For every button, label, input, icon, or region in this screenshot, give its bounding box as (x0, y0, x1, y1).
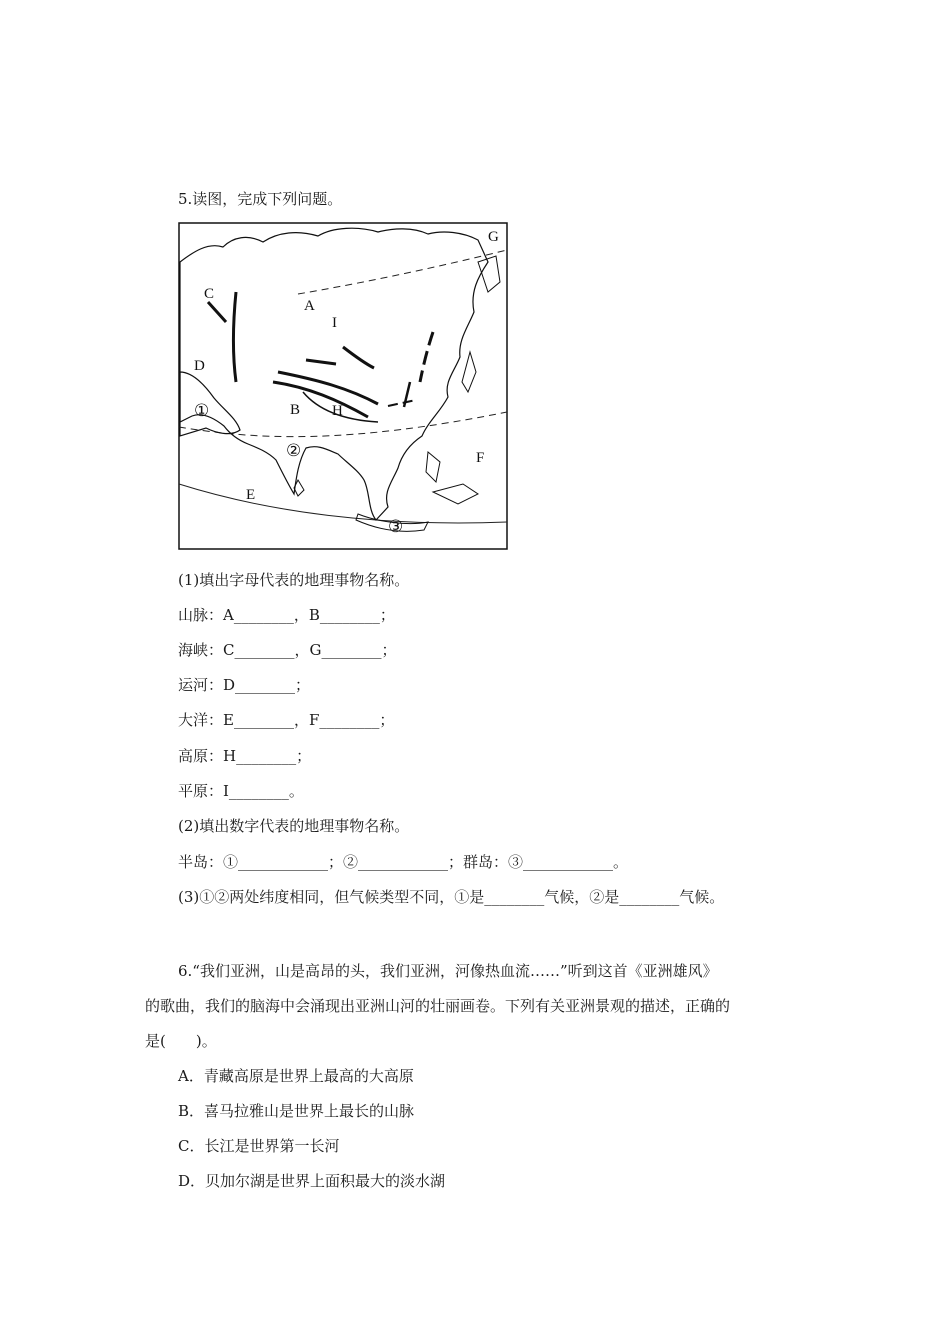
map-label-circle-2: ② (286, 441, 302, 460)
asia-map-figure (178, 222, 508, 550)
option-a: A．青藏高原是世界上最高的大高原 (178, 1067, 414, 1085)
map-label-circle-3: ③ (388, 517, 404, 536)
part-3-line: (3)①②两处纬度相同，但气候类型不同，①是________气候，②是________气候。 (178, 888, 725, 906)
oceans-line: 大洋：E________，F________； (178, 711, 395, 729)
map-label-circle-1: ① (194, 401, 210, 420)
mountains-line: 山脉：A________，B________； (178, 606, 395, 624)
option-d: D．贝加尔湖是世界上面积最大的淡水湖 (178, 1172, 446, 1190)
map-label-A: A (304, 298, 315, 314)
asia-map (178, 222, 508, 550)
map-label-C: C (204, 286, 215, 302)
peninsula-line: 半岛：①____________；②____________；群岛：③____________。 (178, 853, 629, 871)
question-5-title: 5.读图，完成下列问题。 (178, 190, 343, 208)
map-label-G: G (488, 229, 499, 245)
part-2-title: (2)填出数字代表的地理事物名称。 (178, 817, 410, 835)
plain-line: 平原：I________。 (178, 782, 304, 800)
map-label-I: I (332, 315, 337, 331)
map-label-D: D (194, 358, 205, 374)
plateau-line: 高原：H________； (178, 747, 312, 765)
straits-line: 海峡：C________，G________； (178, 641, 397, 659)
map-label-H: H (332, 403, 343, 419)
question-6-stem-line-3: 是( )。 (145, 1032, 217, 1050)
map-frame (179, 223, 507, 549)
map-label-F: F (476, 450, 485, 466)
question-6-stem-line-1: 6.“我们亚洲，山是高昂的头，我们亚洲，河像热血流……”听到这首《亚洲雄风》 (178, 962, 718, 980)
map-label-E: E (246, 487, 256, 503)
map-label-B: B (290, 402, 301, 418)
option-c: C．长江是世界第一长河 (178, 1137, 340, 1155)
option-b: B．喜马拉雅山是世界上最长的山脉 (178, 1102, 415, 1120)
canal-line: 运河：D________； (178, 676, 311, 694)
part-1-title: (1)填出字母代表的地理事物名称。 (178, 571, 410, 589)
question-6-stem-line-2: 的歌曲，我们的脑海中会涌现出亚洲山河的壮丽画卷。下列有关亚洲景观的描述，正确的 (145, 997, 731, 1015)
